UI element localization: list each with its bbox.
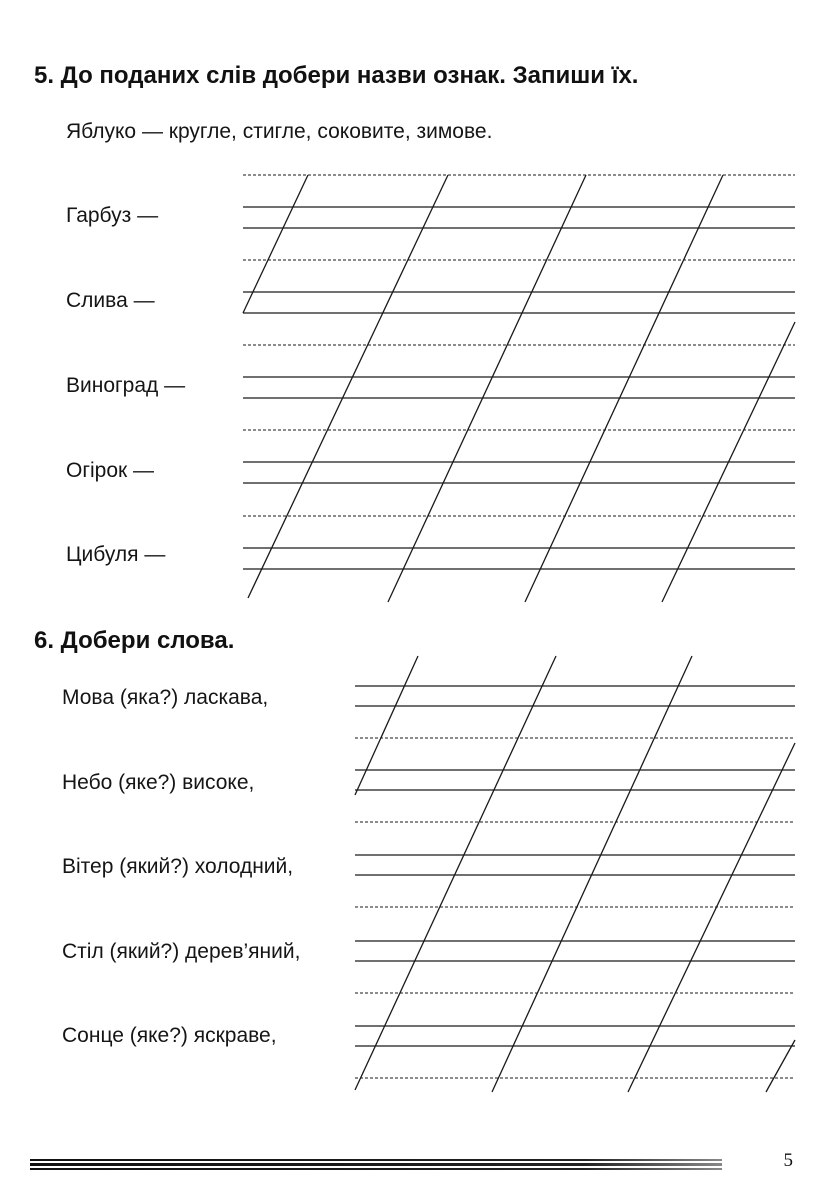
prompt-label: Сонце (яке?) яскраве, (62, 1024, 277, 1047)
slant-guide-line (525, 175, 723, 602)
prompt-label: Мова (яка?) ласкава, (62, 686, 269, 709)
word-label: Огірок — (66, 459, 155, 482)
word-label: Гарбуз — (66, 204, 159, 227)
exercise-6-writing-grid[interactable] (355, 656, 795, 1092)
word-label: Виноград — (66, 374, 186, 397)
slant-guide-line (355, 656, 556, 1090)
slant-guide-line (355, 656, 418, 795)
exercise-5-writing-grid[interactable] (243, 175, 795, 602)
slant-guide-line (628, 743, 795, 1092)
exercise-6-title: 6. Добери слова. (34, 627, 235, 654)
footer-rule (30, 1158, 722, 1172)
slant-guide-line (766, 1040, 795, 1092)
exercise-5-title: 5. До поданих слів добери назви ознак. Запиши їх. (34, 62, 639, 89)
prompt-label: Небо (яке?) високе, (62, 771, 255, 794)
word-label: Слива — (66, 289, 155, 312)
word-label: Цибуля — (66, 543, 166, 566)
prompt-label: Вітер (який?) холодний, (62, 855, 294, 878)
prompt-label: Стіл (який?) дерев’яний, (62, 940, 301, 963)
exercise-5-example: Яблуко — кругле, стигле, соковите, зимове. (66, 120, 493, 143)
page-number: 5 (783, 1150, 793, 1171)
